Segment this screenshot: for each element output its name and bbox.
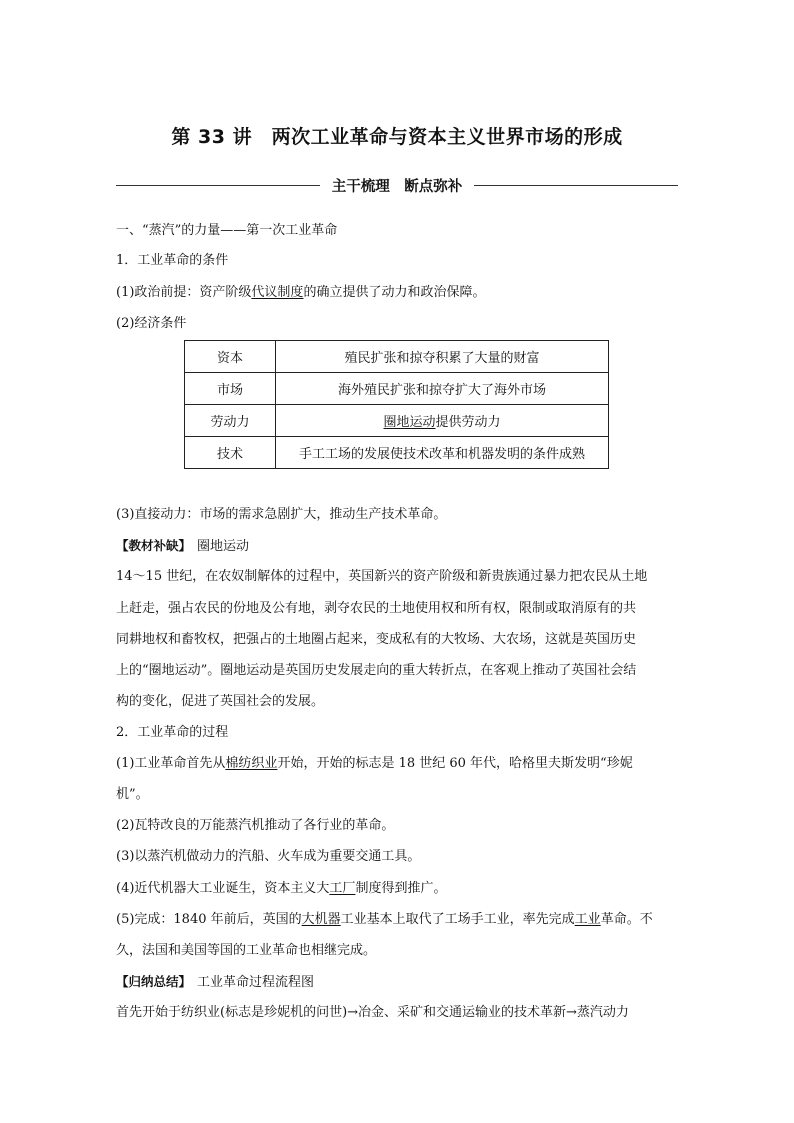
process-item-5 — [116, 911, 686, 929]
text-run: 的确立提供了动力和政治保障。 — [303, 285, 486, 300]
item-political-premise — [116, 284, 686, 302]
text-run: 开始，开始的标志是 18 世纪 60 年代，哈格里夫斯发明“珍妮 — [277, 756, 633, 771]
table-row — [185, 437, 609, 469]
paragraph-line: 同耕地权和畜牧权，把强占的土地圈占起来，变成私有的大牧场、大农场，这就是英国历史 — [116, 632, 637, 647]
table-value-cell: 手工工场的发展使技术改革和机器发明的条件成熟 — [276, 437, 609, 469]
table-value-cell: 殖民扩张和掠夺积累了大量的财富 — [276, 341, 609, 373]
process-item-5-cont: 久，法国和美国等国的工业革命也相继完成。 — [116, 943, 377, 958]
process-item-1 — [116, 755, 686, 773]
item-economic-conditions: (2)经济条件 — [116, 316, 187, 331]
text-run: (5)完成：1840 年前后，英国的 — [116, 912, 302, 927]
sub-heading-conditions: 1．工业革命的条件 — [116, 253, 229, 268]
paragraph-line: 上的“圈地运动”。圈地运动是英国历史发展走向的重大转折点，在客观上推动了英国社会结 — [116, 663, 637, 678]
underlined-term: 工厂 — [329, 881, 356, 896]
summary-flow-line: 首先开始于纺织业(标志是珍妮机的问世)→冶金、采矿和交通运输业的技术革新→蒸汽动力 — [116, 1005, 629, 1020]
process-item-4 — [116, 880, 686, 898]
text-run: 提供劳动力 — [435, 415, 501, 430]
text-run: 革命。不 — [600, 912, 653, 927]
table-key-cell: 市场 — [185, 373, 276, 405]
sub-heading-process: 2．工业革命的过程 — [116, 725, 229, 740]
paragraph-line: 上赶走，强占农民的份地及公有地，剥夺农民的土地使用权和所有权，限制或取消原有的共 — [116, 601, 637, 616]
summary-topic: 工业革命过程流程图 — [197, 975, 315, 990]
summary-heading — [116, 973, 686, 992]
divider-right — [474, 185, 678, 186]
paragraph-line: 14～15 世纪，在农奴制解体的过程中，英国新兴的资产阶级和新贵族通过暴力把农民从土地 — [116, 569, 648, 584]
section-banner — [116, 173, 678, 197]
underlined-term: 棉纺织业 — [225, 756, 278, 771]
table-row — [185, 373, 609, 405]
supplement-topic: 圈地运动 — [197, 539, 250, 554]
table-key-cell: 劳动力 — [185, 405, 276, 437]
text-run: (1)政治前提：资产阶级 — [116, 285, 252, 300]
process-item-3: (3)以蒸汽机做动力的汽船、火车成为重要交通工具。 — [116, 849, 421, 864]
text-run: (4)近代机器大工业诞生，资本主义大 — [116, 881, 330, 896]
underlined-term: 工业 — [574, 912, 601, 927]
part1-heading: 一、“蒸汽”的力量——第一次工业革命 — [116, 223, 338, 238]
page-title: 第 33 讲 两次工业革命与资本主义世界市场的形成 — [171, 126, 623, 148]
table-row — [185, 341, 609, 373]
underlined-term: 代议制度 — [251, 285, 304, 300]
divider-left — [116, 185, 320, 186]
underlined-term: 大机器 — [301, 912, 341, 927]
text-run: 工业基本上取代了工场手工业，率先完成 — [340, 912, 575, 927]
process-item-1-cont: 机”。 — [116, 787, 149, 802]
text-run: 制度得到推广。 — [355, 881, 447, 896]
section-banner-text: 主干梳理 断点弥补 — [331, 178, 463, 195]
paragraph-line: 构的变化，促进了英国社会的发展。 — [116, 694, 325, 709]
table-value-cell — [276, 405, 609, 437]
table-key-cell: 技术 — [185, 437, 276, 469]
summary-tag: 【归纳总结】 — [116, 974, 192, 989]
supplement-heading — [116, 537, 686, 556]
supplement-tag: 【教材补缺】 — [116, 538, 192, 553]
text-run: (1)工业革命首先从 — [116, 756, 226, 771]
item-direct-driver: (3)直接动力：市场的需求急剧扩大，推动生产技术革命。 — [116, 507, 447, 522]
process-item-2: (2)瓦特改良的万能蒸汽机推动了各行业的革命。 — [116, 818, 395, 833]
underlined-term: 圈地运动 — [383, 415, 436, 430]
economic-conditions-table — [184, 340, 609, 469]
table-row — [185, 405, 609, 437]
table-key-cell: 资本 — [185, 341, 276, 373]
table-value-cell: 海外殖民扩张和掠夺扩大了海外市场 — [276, 373, 609, 405]
